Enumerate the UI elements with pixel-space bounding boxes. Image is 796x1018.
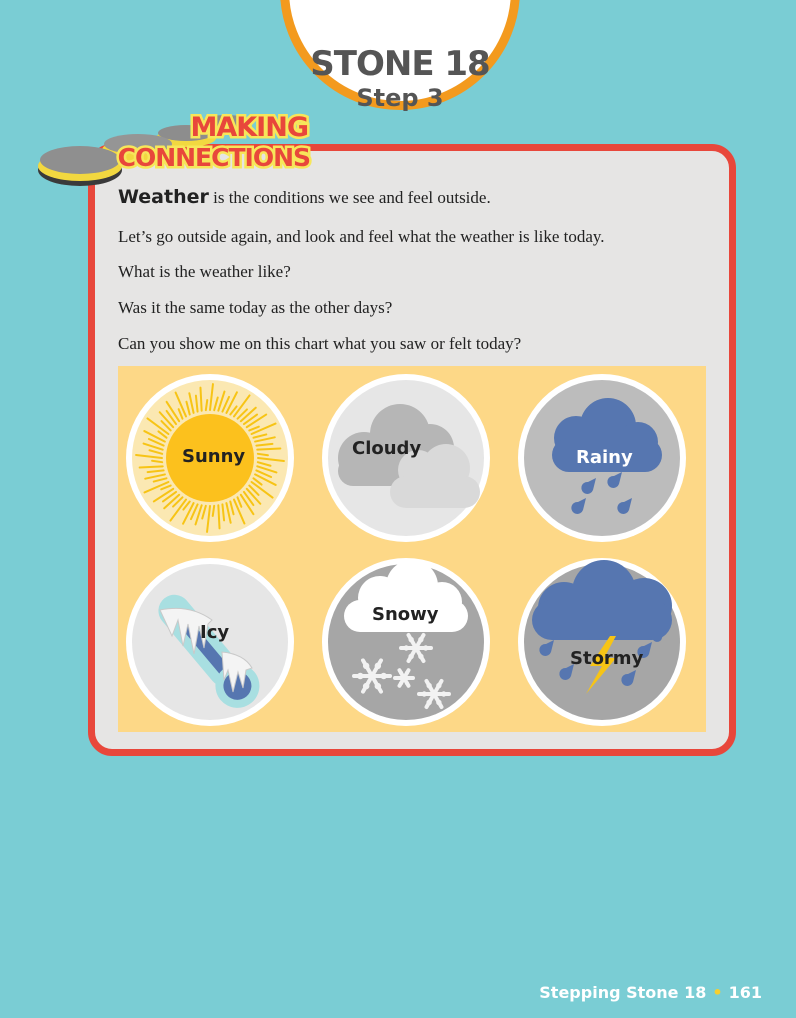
page-footer bbox=[539, 983, 762, 1002]
label-icy: Icy bbox=[200, 622, 230, 643]
label-rainy: Rainy bbox=[576, 447, 633, 468]
badge-line-connections: CONNECTIONS bbox=[117, 143, 310, 172]
weather-option-icy[interactable] bbox=[124, 556, 296, 728]
weather-option-stormy[interactable] bbox=[516, 556, 688, 728]
weather-definition-text: is the conditions we see and feel outside. bbox=[208, 188, 491, 207]
page-number: 161 bbox=[728, 983, 762, 1002]
making-connections-badge bbox=[36, 108, 326, 194]
weather-option-snowy[interactable] bbox=[320, 556, 492, 728]
weather-option-sunny[interactable] bbox=[124, 372, 296, 544]
weather-definition bbox=[118, 186, 718, 208]
weather-option-rainy[interactable] bbox=[516, 372, 688, 544]
weather-term: Weather bbox=[118, 186, 209, 208]
weather-option-cloudy[interactable] bbox=[320, 372, 492, 544]
label-cloudy: Cloudy bbox=[352, 438, 422, 459]
label-stormy: Stormy bbox=[570, 648, 644, 669]
question-weather-like: What is the weather like? bbox=[118, 262, 291, 281]
storm-cloud-icon bbox=[516, 556, 688, 728]
question-show-chart: Can you show me on this chart what you saw or felt today? bbox=[118, 334, 522, 353]
snow-cloud-icon bbox=[320, 556, 492, 728]
weather-chart bbox=[118, 366, 706, 732]
label-sunny: Sunny bbox=[182, 446, 246, 467]
label-snowy: Snowy bbox=[372, 604, 439, 625]
question-same-today: Was it the same today as the other days? bbox=[118, 298, 393, 317]
stone-title: STONE 18 bbox=[310, 44, 490, 84]
footer-separator: • bbox=[712, 983, 723, 1002]
badge-line-making: MAKING bbox=[190, 112, 308, 143]
footer-book-title: Stepping Stone 18 bbox=[539, 983, 707, 1002]
prompt-go-outside: Let’s go outside again, and look and feel what the weather is like today. bbox=[118, 227, 605, 246]
stone-step: Step 3 bbox=[356, 84, 444, 112]
